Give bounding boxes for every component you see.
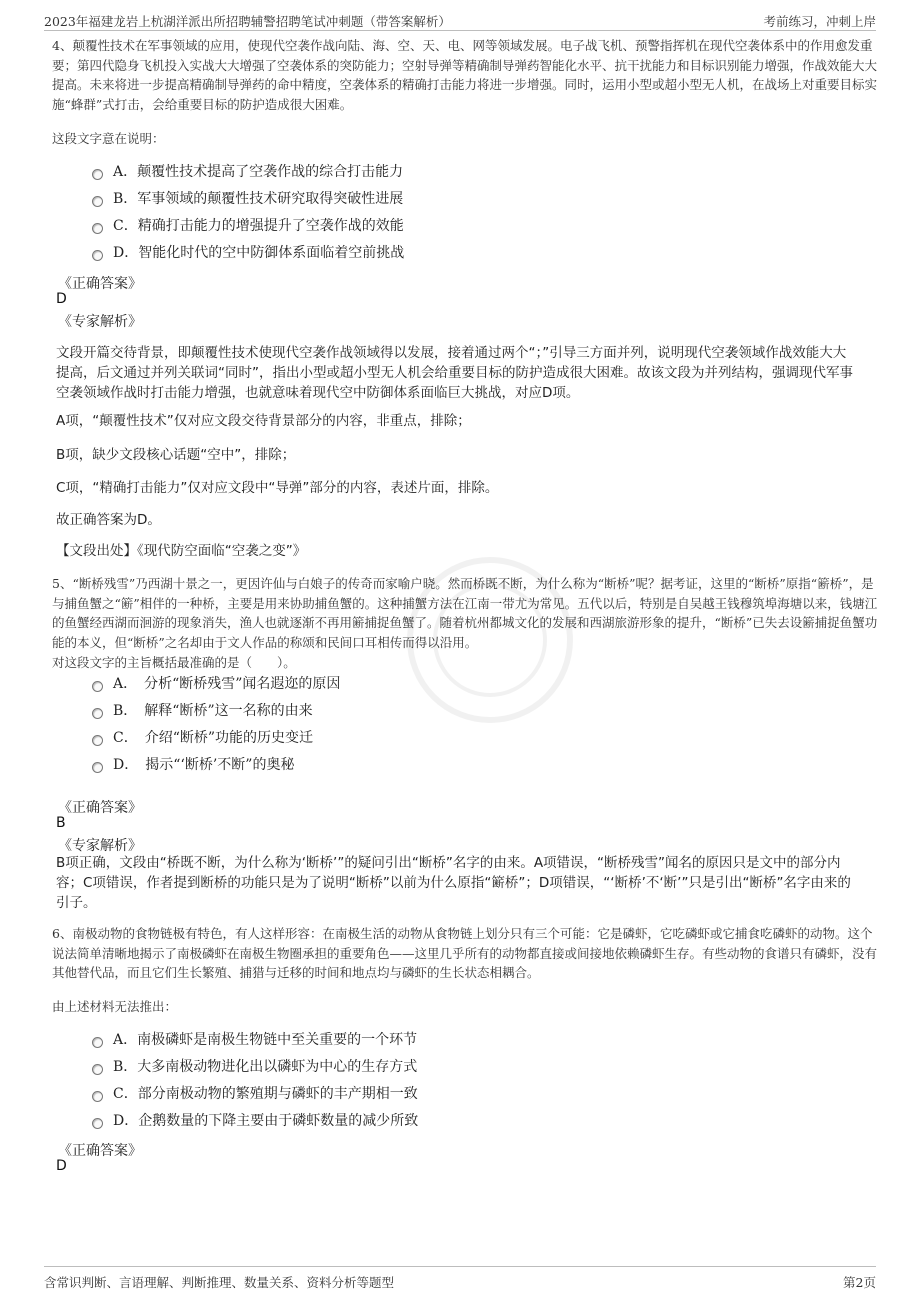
radio-icon[interactable] xyxy=(92,196,103,207)
radio-icon[interactable] xyxy=(92,735,103,746)
radio-icon[interactable] xyxy=(92,1037,103,1048)
q4-analysis-paragraph: 文段开篇交待背景，即颠覆性技术使现代空袭作战领域得以发展，接着通过两个“；”引导三方面并列，说明现代空袭领域作战效能大大提高，后文通过并列关联词“同时”，指出小型或超小型无人机会给重要目标的防护造成很大困难。故该文段为并列结构，强调现代军事空袭领域作战时打击能力增强，也就意味着现代空中防御体系面临巨大挑战，对应D项。 xyxy=(56,345,853,401)
q5-answer-label: 《正确答案》 xyxy=(58,800,142,816)
q4-answer-label: 《正确答案》 xyxy=(58,276,142,292)
q4-analysis-c: C项，“精确打击能力”仅对应文段中“导弹”部分的内容，表述片面，排除。 xyxy=(56,480,499,496)
q4-passage: 4、颠覆性技术在军事领域的应用，使现代空袭作战向陆、海、空、天、电、网等领域发展。电子战飞机、预警指挥机在现代空袭体系中的作用愈发重要；第四代隐身飞机投入实战大大增强了空袭体系的突防能力；空射导弹等精确制导弹药智能化水平、抗干扰能力和目标识别能力增强，作战效能大大提高。未来将进一步提高精确制导弹药的命中精度，空袭体系的精确打击能力将进一步增强。同时，运用小型或超小型无人机，在战场上对重要目标实施“蜂群”式打击，会给重要目标的防护造成很大困难。 xyxy=(52,38,878,112)
radio-icon[interactable] xyxy=(92,708,103,719)
q6-option-b[interactable]: B．大多南极动物进化出以磷虾为中心的生存方式 xyxy=(92,1055,417,1077)
q4-option-c[interactable]: C．精确打击能力的增强提升了空袭作战的效能 xyxy=(92,214,404,236)
radio-icon[interactable] xyxy=(92,169,103,180)
q4-analysis-b: B项，缺少文段核心话题“空中”，排除； xyxy=(56,447,296,463)
q6-answer: D xyxy=(56,1158,67,1174)
radio-icon[interactable] xyxy=(92,762,103,773)
q5-answer: B xyxy=(56,815,66,831)
q4-stem: 这段文字意在说明： xyxy=(52,131,165,146)
q4-source: 【文段出处】《现代防空面临“空袭之变”》 xyxy=(56,543,307,559)
q5-option-b[interactable]: B． 解释“断桥”这一名称的由来 xyxy=(92,699,313,721)
q4-answer: D xyxy=(56,291,67,307)
radio-icon[interactable] xyxy=(92,250,103,261)
q5-option-c[interactable]: C． 介绍“断桥”功能的历史变迁 xyxy=(92,726,313,748)
page-footer xyxy=(44,1266,876,1293)
q6-stem: 由上述材料无法推出： xyxy=(52,999,178,1014)
radio-icon[interactable] xyxy=(92,681,103,692)
q4-analysis-label: 《专家解析》 xyxy=(58,314,142,330)
page-number: 第2页 xyxy=(843,1275,876,1290)
q4-option-b[interactable]: B．军事领域的颠覆性技术研究取得突破性进展 xyxy=(92,187,403,209)
q5-analysis: B项正确，文段由“桥既不断，为什么称为‘断桥’”的疑问引出“断桥”名字的由来。A项错误，“断桥残雪”闻名的原因只是文中的部分内容；C项错误，作者提到断桥的功能只是为了说明“断桥”以前为什么原指“簖桥”；D项错误，“‘断桥’不‘断’”只是引出“断桥”名字由来的引子。 xyxy=(56,855,851,911)
radio-icon[interactable] xyxy=(92,223,103,234)
q6-option-d[interactable]: D．企鹅数量的下降主要由于磷虾数量的减少所致 xyxy=(92,1109,418,1131)
q6-passage: 6、南极动物的食物链极有特色，有人这样形容：在南极生活的动物从食物链上划分只有三个可能：它是磷虾，它吃磷虾或它捕食吃磷虾的动物。这个说法简单清晰地揭示了南极磷虾在南极生物圈承担的重要角色——这里几乎所有的动物都直接或间接地依赖磷虾生存。有些动物的食谱只有磷虾，没有其他替代品，而且它们生长繁殖、捕猎与迁移的时间和地点均与磷虾的生长状态相耦合。 xyxy=(52,926,878,980)
q5-stem: 对这段文字的主旨概括最准确的是（ ）。 xyxy=(52,655,296,670)
footer-description: 含常识判断、言语理解、判断推理、数量关系、资料分析等题型 xyxy=(44,1275,395,1290)
radio-icon[interactable] xyxy=(92,1118,103,1129)
header-tagline: 考前练习，冲刺上岸 xyxy=(763,14,876,29)
q6-answer-label: 《正确答案》 xyxy=(58,1143,142,1159)
document-title: 2023年福建龙岩上杭湖洋派出所招聘辅警招聘笔试冲刺题（带答案解析） xyxy=(44,14,451,29)
q6-option-a[interactable]: A．南极磷虾是南极生物链中至关重要的一个环节 xyxy=(92,1028,417,1050)
q4-option-d[interactable]: D．智能化时代的空中防御体系面临着空前挑战 xyxy=(92,241,404,263)
q5-analysis-label: 《专家解析》 xyxy=(58,838,142,854)
radio-icon[interactable] xyxy=(92,1091,103,1102)
page-header xyxy=(44,8,876,31)
q4-option-a[interactable]: A．颠覆性技术提高了空袭作战的综合打击能力 xyxy=(92,160,403,182)
q4-conclusion: 故正确答案为D。 xyxy=(56,512,161,528)
radio-icon[interactable] xyxy=(92,1064,103,1075)
q5-option-d[interactable]: D． 揭示“‘断桥’不断”的奥秘 xyxy=(92,753,294,775)
q4-analysis-a: A项，“颠覆性技术”仅对应文段交待背景部分的内容，非重点，排除； xyxy=(56,413,471,429)
q6-option-c[interactable]: C．部分南极动物的繁殖期与磷虾的丰产期相一致 xyxy=(92,1082,418,1104)
q5-passage: 5、“断桥残雪”乃西湖十景之一，更因许仙与白娘子的传奇而家喻户晓。然而桥既不断，为什么称为“断桥”呢？据考证，这里的“断桥”原指“簖桥”，是与捕鱼蟹之“簖”相伴的一种桥，主要是用来协助捕鱼蟹的。这种捕蟹方法在江南一带尤为常见。五代以后，特别是自吴越王钱穆筑埠海塘以来，钱塘江的鱼蟹经西湖而洄游的现象消失，渔人也就逐渐不再用簖捕捉鱼蟹了。随着杭州都城文化的发展和西湖旅游形象的提升，“断桥”已失去设簖捕捉鱼蟹功能的本义，但“断桥”之名却由于文人作品的称颂和民间口耳相传而得以沿用。 xyxy=(52,576,878,650)
q5-option-a[interactable]: A． 分析“断桥残雪”闻名遐迩的原因 xyxy=(92,672,340,694)
